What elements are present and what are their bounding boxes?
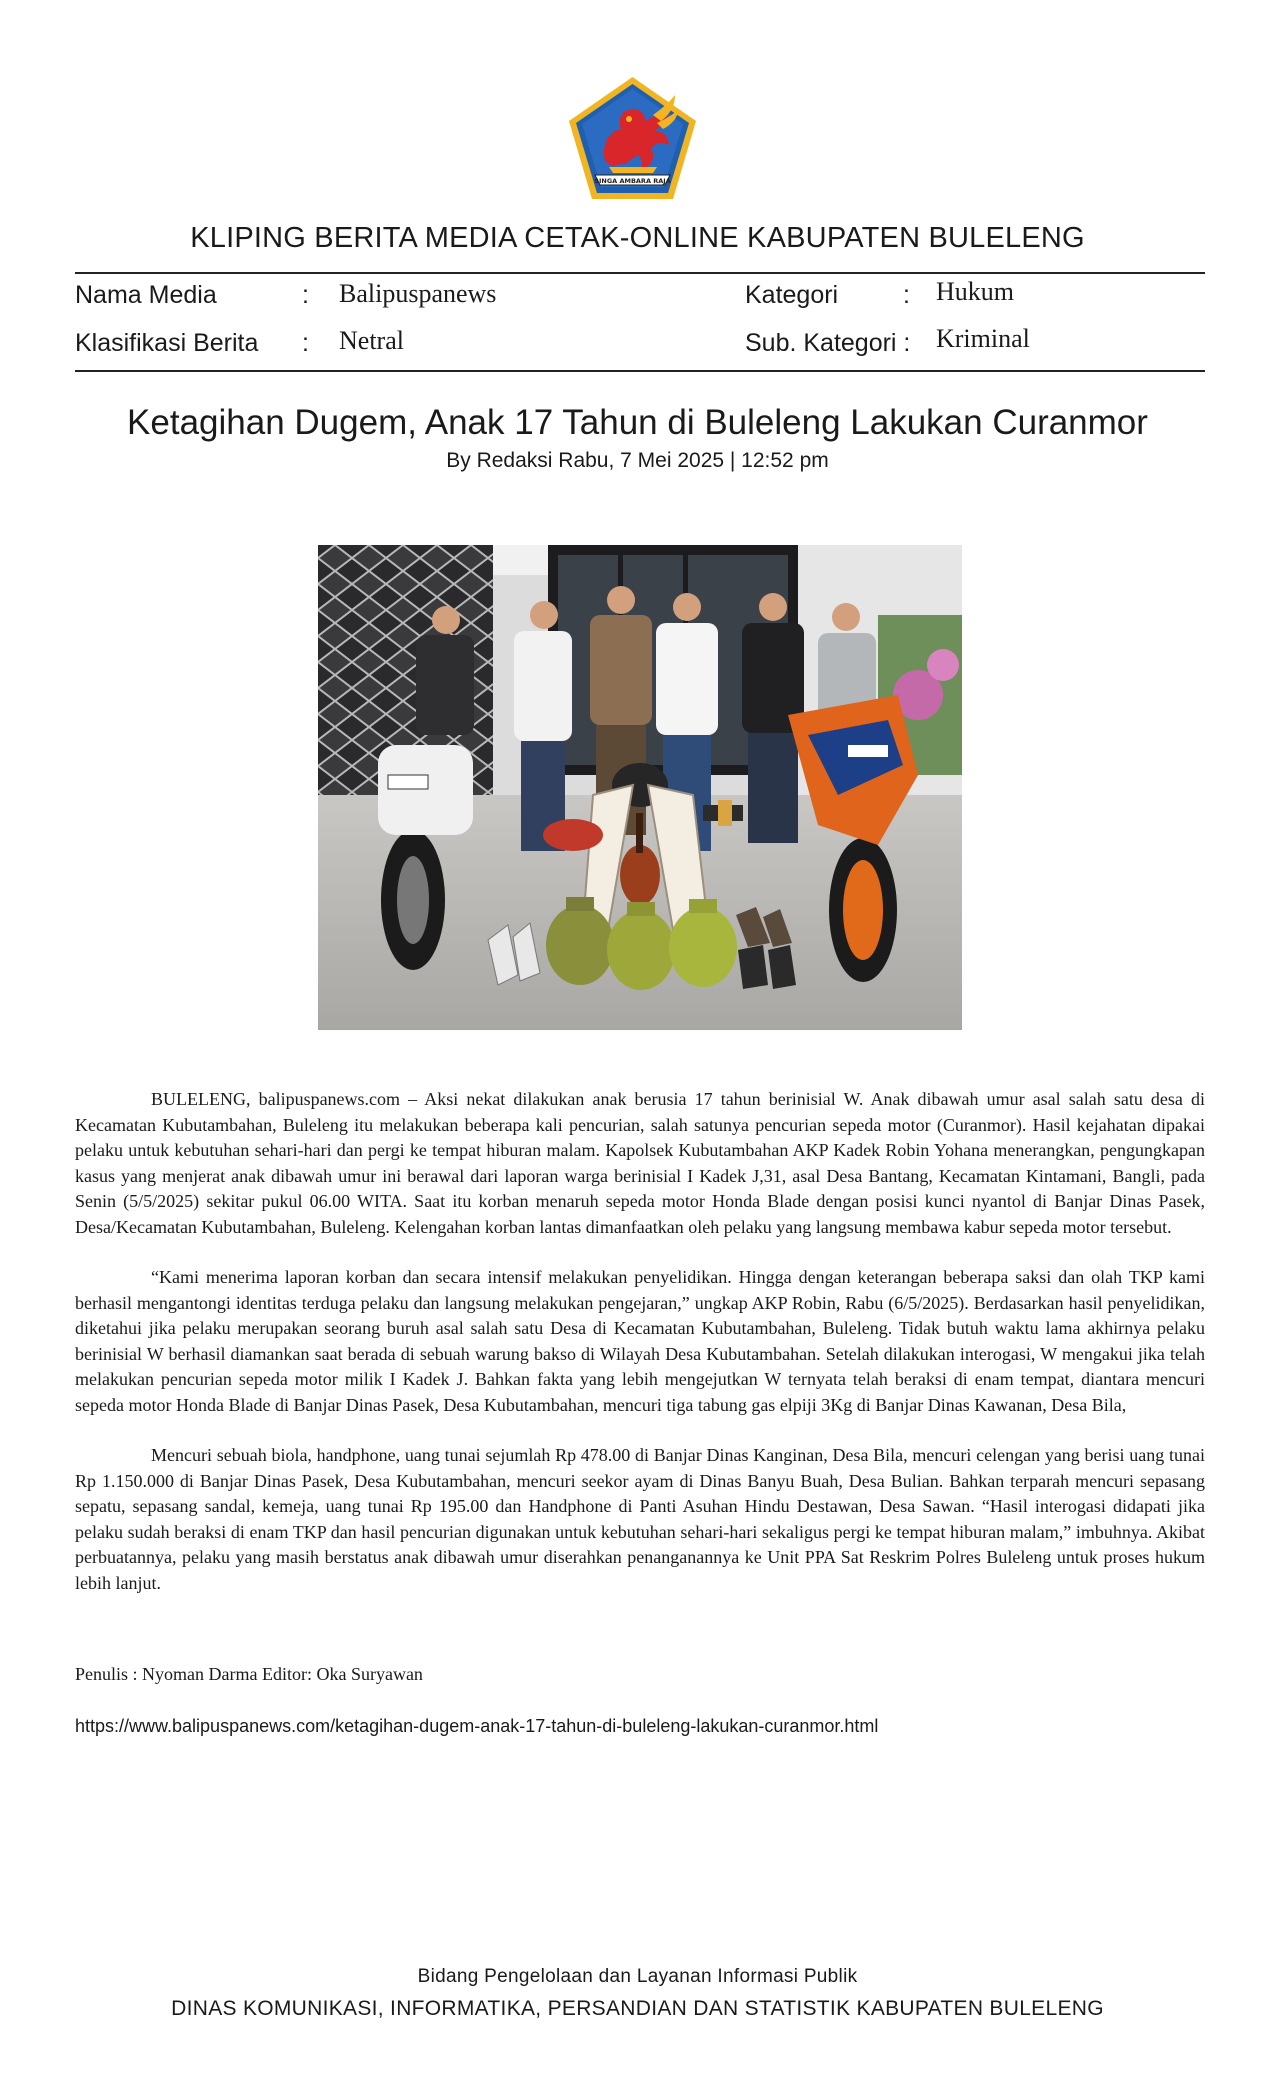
article-byline: By Redaksi Rabu, 7 Mei 2025 | 12:52 pm — [446, 449, 829, 472]
kabupaten-buleleng-logo — [565, 75, 700, 203]
logo-motto: SINGA AMBARA RAJA — [594, 177, 671, 185]
kategori-colon: : — [903, 281, 910, 309]
article-body — [75, 1087, 1205, 1621]
article-credits: Penulis : Nyoman Darma Editor: Oka Suryawan — [75, 1664, 423, 1684]
sub-kategori-value: Kriminal — [936, 324, 1030, 353]
source-url-link[interactable]: https://www.balipuspanews.com/ketagihan-dugem-anak-17-tahun-di-buleleng-lakukan-curanmor.html — [75, 1716, 879, 1736]
footer-agency: DINAS KOMUNIKASI, INFORMATIKA, PERSANDIAN DAN STATISTIK KABUPATEN BULELENG — [171, 1997, 1104, 2020]
header-title: KLIPING BERITA MEDIA CETAK-ONLINE KABUPATEN BULELENG — [190, 222, 1085, 254]
nama-media-label: Nama Media — [75, 281, 217, 309]
article-title: Ketagihan Dugem, Anak 17 Tahun di Buleleng Lakukan Curanmor — [127, 403, 1148, 442]
klasifikasi-value: Netral — [339, 326, 404, 355]
nama-media-colon: : — [302, 281, 309, 309]
article-paragraph: BULELENG, balipuspanews.com – Aksi nekat dilakukan anak berusia 17 tahun berinisial W. Anak dibawah umur asal salah satu desa di Kecamatan Kubutambahan, Buleleng itu melakukan beberapa kali pencurian, salah satunya pencurian sepeda motor (Curanmor). Hasil kejahatan dipakai pelaku untuk kebutuhan sehari-hari dan pergi ke tempat hiburan malam. Kapolsek Kubutambahan AKP Kadek Robin Yohana menerangkan, pengungkapan kasus yang menjerat anak dibawah umur ini berawal dari laporan warga berinisial I Kadek J,31, asal Desa Bantang, Kecamatan Kintamani, Bangli, pada Senin (5/5/2025) sekitar pukul 06.00 WITA. Saat itu korban menaruh sepeda motor Honda Blade dengan posisi kunci nyantol di Banjar Dinas Pasek, Desa/Kecamatan Kubutambahan, Buleleng. Kelengahan korban lantas dimanfaatkan oleh pelaku yang langsung membawa kabur sepeda motor tersebut. — [75, 1089, 1205, 1237]
klasifikasi-colon: : — [302, 329, 309, 357]
footer-department: Bidang Pengelolaan dan Layanan Informasi Publik — [417, 1966, 858, 1987]
article-photo — [318, 545, 962, 1030]
article-paragraph: Mencuri sebuah biola, handphone, uang tunai sejumlah Rp 478.00 di Banjar Dinas Kanginan, Desa Bila, mencuri celengan yang berisi uang tunai Rp 1.150.000 di Banjar Dinas Pasek, Desa Kubutambahan, mencuri seekor ayam di Dinas Banyu Buah, Desa Bulian. Bahkan terparah mencuri sepasang sepatu, sepasang sandal, kemeja, uang tunai Rp 195.00 dan Handphone di Panti Asuhan Hindu Destawan, Desa Sawan. “Hasil interogasi didapati jika pelaku sudah beraksi di enam TKP dan hasil pencurian digunakan untuk kebutuhan sehari-hari sekaligus pergi ke tempat hiburan malam,” imbuhnya. Akibat perbuatannya, pelaku yang masih berstatus anak dibawah umur diserahkan penanganannya ke Unit PPA Sat Reskrim Polres Buleleng untuk proses hukum lebih lanjut. — [75, 1445, 1205, 1593]
kategori-value: Hukum — [936, 277, 1014, 306]
header-divider-bottom — [75, 370, 1205, 372]
nama-media-value: Balipuspanews — [339, 279, 497, 308]
article-paragraph: “Kami menerima laporan korban dan secara intensif melakukan penyelidikan. Hingga dengan keterangan beberapa saksi dan olah TKP kami berhasil mengantongi identitas terduga pelaku dan langsung melakukan pengejaran,” ungkap AKP Robin, Rabu (6/5/2025). Berdasarkan hasil penyelidikan, diketahui jika pelaku merupakan seorang buruh asal salah satu Desa di Kecamatan Kubutambahan, Buleleng. Tidak butuh waktu lama akhirnya pelaku berinisial W berhasil diamankan saat berada di sebuah warung bakso di Wilayah Desa Kubutambahan. Setelah dilakukan interogasi, W mengakui jika telah melakukan pencurian sepeda motor milik I Kadek J. Bahkan fakta yang lebih mengejutkan W ternyata telah beraksi di enam tempat, diantara mencuri sepeda motor Honda Blade di Banjar Dinas Pasek, Desa Kubutambahan, mencuri tiga tabung gas elpiji 3Kg di Banjar Dinas Kawanan, Desa Bila, — [75, 1267, 1205, 1415]
klasifikasi-label: Klasifikasi Berita — [75, 329, 259, 357]
header-divider-top — [75, 272, 1205, 274]
sub-kategori-label: Sub. Kategori : — [745, 329, 911, 357]
kategori-label: Kategori — [745, 281, 839, 309]
